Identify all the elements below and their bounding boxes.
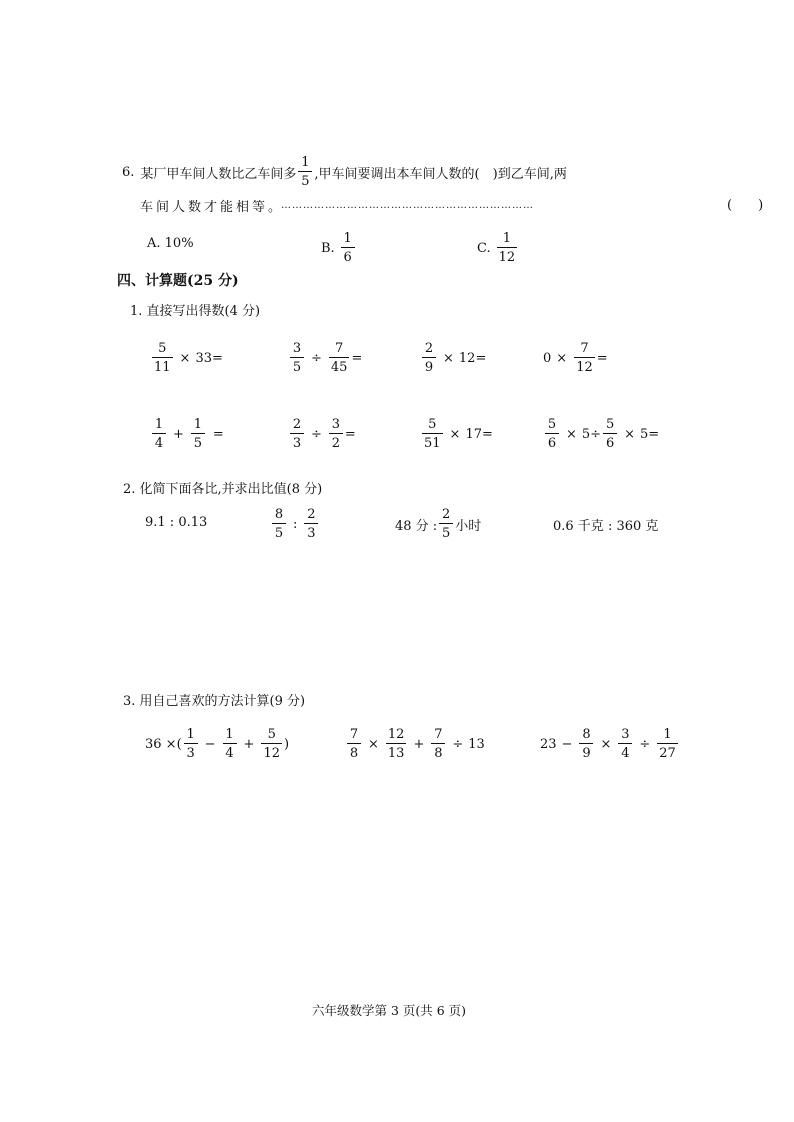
fraction-numerator: 3: [292, 341, 302, 356]
q6-option-c: [477, 232, 519, 264]
p2-expr-d: 0.6 千克 : 360 克: [553, 519, 659, 534]
fraction-numerator: 1: [343, 231, 352, 246]
expression-text: 17=: [465, 426, 493, 442]
fraction-denominator: 6: [603, 433, 617, 450]
fraction: [618, 728, 632, 760]
p1-expr-a: [150, 342, 223, 374]
p1-expr-b: [288, 342, 362, 374]
fraction: [545, 418, 559, 450]
fraction-denominator: 2: [329, 433, 343, 450]
q6-line1: [122, 156, 567, 188]
math-operator: +: [413, 736, 425, 752]
fraction-numerator: 1: [663, 727, 672, 742]
math-operator: ×: [556, 350, 568, 366]
fraction-denominator: 3: [184, 743, 198, 760]
expression-text: 5÷: [581, 426, 602, 442]
math-operator: ÷: [311, 350, 322, 366]
fraction-denominator: 13: [386, 743, 407, 760]
expression-text: =: [596, 350, 608, 366]
q6-option-a: [147, 236, 194, 251]
expression-text: 23: [540, 736, 557, 752]
math-operator: ÷: [639, 736, 651, 752]
q6-text-a: 某厂甲车间人数比乙车间多: [140, 166, 297, 182]
fraction-denominator: 5: [298, 171, 312, 188]
fraction-numerator: 12: [387, 727, 405, 742]
expression-text: 12=: [458, 350, 487, 366]
math-operator: −: [204, 736, 216, 752]
fraction-denominator: 5: [272, 523, 286, 540]
fraction-numerator: 7: [434, 727, 443, 742]
fraction-numerator: 3: [331, 417, 341, 432]
p1-expr-c: [420, 342, 486, 374]
p2-expr-b: [270, 508, 320, 540]
fraction: [272, 508, 286, 540]
fraction-denominator: 8: [431, 743, 445, 760]
fraction: [290, 418, 304, 450]
fraction-denominator: 4: [223, 743, 237, 760]
p1-expr-e: [150, 418, 224, 450]
math-operator: ÷: [311, 426, 322, 442]
expression-text: B.: [321, 240, 335, 256]
fraction-denominator: 45: [329, 357, 350, 374]
fraction: [152, 342, 173, 374]
q6-fraction: [298, 156, 312, 188]
expression-text: 5=: [639, 426, 660, 442]
fraction-denominator: 5: [439, 523, 453, 540]
fraction: [347, 728, 361, 760]
q6-text-b: ,甲车间要调出本车间人数的( )到乙车间,两: [314, 166, 567, 182]
math-operator: +: [243, 736, 255, 752]
expression-text: 0: [543, 350, 552, 366]
fraction-numerator: 1: [154, 417, 164, 432]
fraction-denominator: 11: [152, 357, 173, 374]
section-title: 四、计算题(25 分): [117, 273, 239, 289]
q6-answer-paren: ( ): [727, 198, 764, 213]
q6-number: 6.: [122, 164, 135, 180]
fraction-denominator: 12: [574, 357, 595, 374]
fraction-denominator: 3: [304, 523, 318, 540]
fraction-numerator: 8: [582, 727, 591, 742]
part2-title: 2. 化简下面各比,并求出比值(8 分): [123, 482, 323, 497]
expression-text: 33=: [195, 350, 223, 366]
fraction: [191, 418, 205, 450]
p1-expr-f: [288, 418, 356, 450]
fraction-denominator: 12: [497, 247, 518, 264]
math-operator: ×: [624, 426, 635, 442]
expression-text: =: [344, 426, 356, 442]
expression-text: 小时: [455, 518, 482, 534]
fraction-numerator: 1: [193, 417, 203, 432]
math-operator: +: [173, 426, 184, 442]
q6-text-line2: 车间人数才能相等: [140, 200, 269, 215]
fraction: [304, 508, 318, 540]
math-operator: ×: [449, 426, 461, 442]
p1-expr-h: [543, 418, 659, 450]
expression-text: =: [351, 350, 363, 366]
fraction-denominator: 6: [545, 433, 559, 450]
fraction-numerator: 7: [580, 341, 589, 356]
math-operator: :: [293, 516, 298, 532]
fraction: [152, 418, 166, 450]
fraction-denominator: 4: [152, 433, 166, 450]
expression-text: ): [284, 736, 290, 752]
fraction-numerator: 5: [267, 727, 276, 742]
fraction: [184, 728, 198, 760]
fraction: [329, 342, 350, 374]
fraction-numerator: 5: [547, 417, 557, 432]
fraction: [329, 418, 343, 450]
fraction: [439, 508, 453, 540]
p1-expr-g: [420, 418, 493, 450]
fraction: [422, 418, 443, 450]
fraction-denominator: 9: [422, 357, 436, 374]
fraction-numerator: 2: [292, 417, 302, 432]
fraction-denominator: 27: [657, 743, 678, 760]
fraction: [422, 342, 436, 374]
fraction-numerator: 1: [225, 727, 234, 742]
p1-expr-d: [543, 342, 608, 374]
fraction-denominator: 8: [347, 743, 361, 760]
fraction-denominator: 12: [261, 743, 282, 760]
math-operator: ×: [179, 350, 191, 366]
fraction-numerator: 2: [307, 507, 316, 522]
p2-expr-a: 9.1 : 0.13: [145, 515, 208, 530]
fraction-denominator: 6: [341, 247, 355, 264]
expression-text: 13: [468, 736, 485, 752]
q6-option-b-fraction: [341, 232, 355, 264]
fraction-numerator: 7: [349, 727, 359, 742]
fraction-numerator: 2: [442, 507, 451, 522]
part1-title: 1. 直接写出得数(4 分): [130, 304, 261, 319]
fraction: [657, 728, 678, 760]
fraction-numerator: 5: [428, 417, 437, 432]
fraction: [223, 728, 237, 760]
p3-expr-b: [345, 728, 485, 760]
expression-text: =: [212, 426, 224, 442]
fraction-numerator: 3: [621, 727, 630, 742]
fraction-numerator: 1: [301, 155, 310, 170]
q6-option-c-fraction: [497, 232, 518, 264]
fraction: [603, 418, 617, 450]
fraction-numerator: 7: [335, 341, 344, 356]
fraction: [431, 728, 445, 760]
expression-text: C.: [477, 240, 491, 256]
expression-text: A. 10%: [147, 236, 194, 251]
p3-expr-a: [145, 728, 289, 760]
math-operator: ×: [443, 350, 454, 366]
math-operator: −: [561, 736, 573, 752]
fraction: [579, 728, 593, 760]
fraction-denominator: 51: [422, 433, 443, 450]
q6-option-b: [321, 232, 357, 264]
q6-leader-dots: ……………………………………………………………: [281, 200, 535, 211]
fraction-denominator: 3: [290, 433, 304, 450]
expression-text: 48 分 :: [395, 518, 438, 534]
fraction-numerator: 2: [424, 341, 434, 356]
p2-expr-c: [395, 508, 481, 540]
q6-line2: [140, 196, 763, 215]
math-operator: ×: [566, 426, 577, 442]
fraction-numerator: 5: [605, 417, 615, 432]
fraction-denominator: 5: [191, 433, 205, 450]
fraction: [261, 728, 282, 760]
fraction-numerator: 1: [186, 727, 195, 742]
fraction-numerator: 8: [274, 507, 284, 522]
fraction: [386, 728, 407, 760]
expression-text: 36 ×(: [145, 736, 182, 752]
p3-expr-c: [540, 728, 680, 760]
fraction-numerator: 1: [502, 231, 512, 246]
fraction: [574, 342, 595, 374]
math-operator: ×: [368, 736, 379, 752]
fraction-denominator: 4: [618, 743, 632, 760]
fraction-denominator: 9: [579, 743, 593, 760]
math-operator: ÷: [452, 736, 464, 752]
fraction: [290, 342, 304, 374]
fraction-denominator: 5: [290, 357, 304, 374]
math-operator: ×: [600, 736, 612, 752]
q6-period: 。: [268, 200, 282, 215]
fraction-numerator: 5: [158, 341, 167, 356]
part3-title: 3. 用自己喜欢的方法计算(9 分): [123, 694, 306, 709]
page-footer: 六年级数学第 3 页(共 6 页): [312, 1003, 467, 1018]
